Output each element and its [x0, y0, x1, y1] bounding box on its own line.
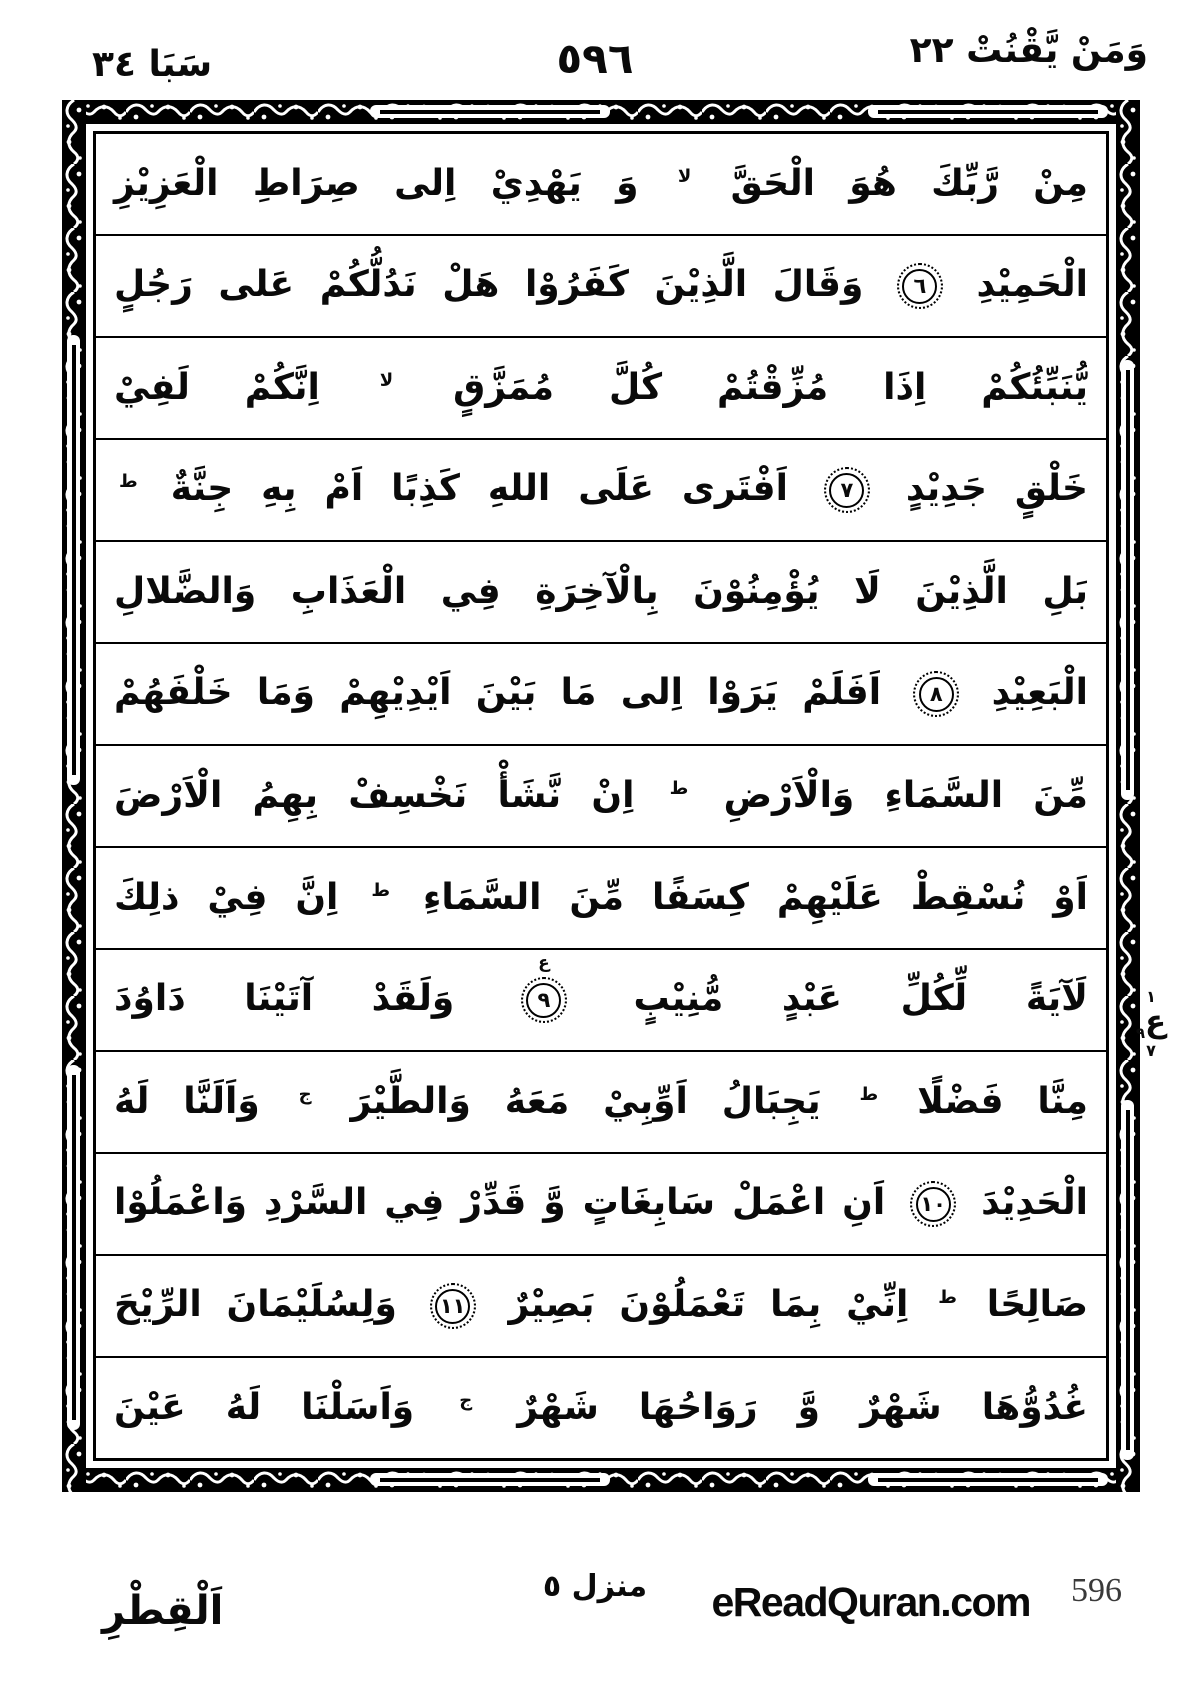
waqf-mark: ط	[859, 1084, 879, 1105]
ayah-marker	[430, 1283, 476, 1329]
ayah-number-rosette: ٦	[897, 263, 943, 309]
ayah-text: يَجِبَالُ اَوِّبِيْ مَعَهُ وَالطَّيْرَ	[350, 1081, 821, 1122]
waqf-mark: ط	[119, 471, 138, 492]
quran-line	[96, 440, 1106, 542]
ayah-text: غُدُوُّهَا شَهْرٌ وَّ رَوَاحُهَا شَهْرٌ	[517, 1387, 1088, 1428]
ayah-text: وَلِسُلَيْمَانَ الرِّيْحَ	[114, 1284, 397, 1325]
quran-line-text	[96, 1387, 1106, 1428]
quran-line	[96, 134, 1106, 236]
ayah-number-rosette: ٧	[824, 467, 870, 513]
quran-line	[96, 1358, 1106, 1458]
ayah-text: مِّنَ السَّمَاءِ وَالْاَرْضِ	[723, 775, 1088, 816]
ayah-text: اِنَّكُمْ لَفِيْ	[114, 367, 320, 408]
ayah-text: وَاَسَلْنَا لَهُ عَيْنَ	[114, 1387, 415, 1428]
quran-line-text	[96, 1283, 1106, 1329]
ayah-marker	[897, 263, 943, 309]
quran-line-text	[96, 571, 1106, 612]
ayah-text: وَلَقَدْ آتَيْنَا دَاوُدَ	[114, 978, 455, 1019]
ayah-marker	[521, 953, 567, 1023]
quran-line	[96, 1052, 1106, 1154]
quran-line-text	[96, 953, 1106, 1023]
quran-line-text	[96, 877, 1106, 918]
surah-header-label: سَبَا ٣٤	[92, 44, 213, 85]
catchword: اَلْقِطْرِ	[102, 1588, 224, 1634]
decorative-frame	[62, 100, 1140, 1492]
ayah-text: وَقَالَ الَّذِيْنَ كَفَرُوْا هَلْ نَدُلُّكُمْ عَلى رَجُلٍ	[114, 264, 864, 305]
ayah-text: اَوْ نُسْقِطْ عَلَيْهِمْ كِسَفًا مِّنَ السَّمَاءِ	[422, 877, 1089, 918]
border-ornament-left	[62, 100, 86, 1492]
waqf-mark: ط	[371, 880, 391, 901]
page-number: 596	[1071, 1572, 1122, 1609]
border-ornament-right	[1116, 100, 1140, 1492]
ayah-text: اَفَلَمْ يَرَوْا اِلى مَا بَيْنَ اَيْدِيْهِمْ وَمَا خَلْفَهُمْ	[114, 672, 882, 713]
border-ornament-top	[62, 100, 1140, 124]
ayah-text: اِنَّ فِيْ ذلِكَ	[114, 877, 339, 918]
ayah-text: اِنِّيْ بِمَا تَعْمَلُوْنَ بَصِيْرٌ	[508, 1284, 909, 1325]
quran-line	[96, 338, 1106, 440]
ayah-text: مِنَّا فَضْلًا	[917, 1081, 1088, 1122]
ruku-juz-number: ٧	[1146, 1041, 1156, 1061]
ayah-marker	[913, 671, 959, 717]
ayah-text: يُّنَبِّئُكُمْ اِذَا مُزِّقْتُمْ كُلَّ مُمَزَّقٍ	[453, 367, 1088, 408]
waqf-mark: ط	[669, 778, 689, 799]
quran-line	[96, 236, 1106, 338]
ayah-text: اِنْ نَّشَأْ نَخْسِفْ بِهِمُ الْاَرْضَ	[114, 775, 635, 816]
site-watermark: eReadQuran.com	[711, 1579, 1030, 1625]
quran-line	[96, 1256, 1106, 1358]
ayah-text: الْحَدِيْدَ	[981, 1182, 1088, 1223]
page-number-arabic: ٥٩٦	[556, 34, 634, 83]
quran-line	[96, 746, 1106, 848]
quran-line	[96, 848, 1106, 950]
quran-text-area	[93, 131, 1109, 1461]
ayah-text: مِنْ رَّبِّكَ هُوَ الْحَقَّ	[730, 163, 1088, 204]
juz-header-label: وَمَنْ يَّقْنُتْ ٢٢	[909, 30, 1148, 71]
ruku-number: ١	[1146, 987, 1156, 1006]
quran-line	[96, 950, 1106, 1052]
ayah-text: الْحَمِيْدِ	[976, 264, 1088, 305]
ayah-marker	[910, 1181, 956, 1227]
border-ornament-bottom	[62, 1468, 1140, 1492]
ayah-text: صَالِحًا	[986, 1284, 1088, 1325]
quran-line-text	[96, 467, 1106, 513]
quran-line	[96, 644, 1106, 746]
ayah-text: بَلِ الَّذِيْنَ لَا يُؤْمِنُوْنَ بِالْآخِرَةِ فِي الْعَذَابِ وَالضَّلالِ	[114, 571, 1088, 612]
ruku-margin-marker	[1128, 988, 1174, 1062]
quran-line-text	[96, 1081, 1106, 1122]
ruku-ain-symbol	[1128, 1003, 1174, 1042]
ayah-text: وَاَلَنَّا لَهُ	[114, 1081, 260, 1122]
waqf-mark: ط	[938, 1287, 957, 1308]
ayah-text: اَفْتَرى عَلَى اللهِ كَذِبًا اَمْ بِهِ جِنَّةٌ	[170, 468, 788, 509]
ain-letter: ع	[1144, 1003, 1167, 1040]
ayah-number-rosette: ٨	[913, 671, 959, 717]
quran-line-text	[96, 775, 1106, 816]
waqf-mark: ج	[459, 1390, 473, 1411]
ayah-marker	[824, 467, 870, 513]
quran-line-text	[96, 263, 1106, 309]
quran-line-text	[96, 1181, 1106, 1227]
waqf-mark: ج	[298, 1084, 312, 1105]
ayah-number-rosette: ١٠	[910, 1181, 956, 1227]
waqf-mark: لا	[379, 370, 394, 391]
ruku-end-symbol: ع	[538, 953, 550, 973]
ayah-text: لَآيَةً لِّكُلِّ عَبْدٍ مُّنِيْبٍ	[633, 978, 1088, 1019]
ruku-ayah-count: ٩	[1135, 1023, 1145, 1042]
manzil-label: منزل ٥	[542, 1569, 648, 1604]
ayah-text: اَنِ اعْمَلْ سَابِغَاتٍ وَّ قَدِّرْ فِي السَّرْدِ وَاعْمَلُوْا	[114, 1182, 886, 1223]
quran-line	[96, 542, 1106, 644]
ayah-text: خَلْقٍ جَدِيْدٍ	[905, 468, 1088, 509]
ayah-number-rosette: ٩	[521, 977, 567, 1023]
ayah-text: وَ يَهْدِيْ اِلى صِرَاطِ الْعَزِيْزِ	[114, 163, 639, 204]
quran-line-text	[96, 163, 1106, 204]
ayah-text: الْبَعِيْدِ	[991, 672, 1088, 713]
quran-line-text	[96, 671, 1106, 717]
ayah-number-rosette: ١١	[430, 1283, 476, 1329]
quran-line	[96, 1154, 1106, 1256]
quran-line-text	[96, 367, 1106, 408]
waqf-mark: لا	[677, 166, 692, 187]
